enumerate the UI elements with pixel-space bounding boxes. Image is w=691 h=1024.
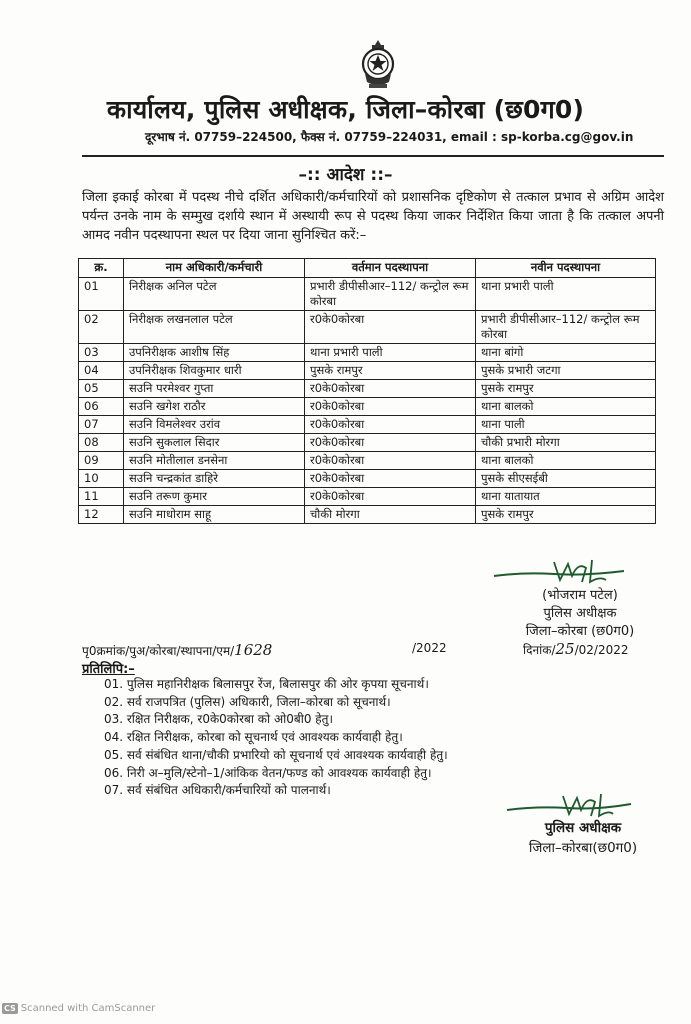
- header-divider: [82, 155, 664, 157]
- table-header-row: [79, 259, 656, 278]
- signatory-designation: पुलिस अधीक्षक: [543, 606, 617, 621]
- police-emblem-icon: [357, 38, 399, 94]
- row-new-posting: थाना बांगो: [476, 344, 656, 362]
- table-row: [79, 506, 656, 524]
- signatory-2-designation: पुलिस अधीक्षक: [544, 820, 622, 836]
- table-row: [79, 470, 656, 488]
- header-new-posting: नवीन पदस्थापना: [476, 259, 656, 278]
- header-sn: क्र.: [79, 259, 124, 278]
- date-label: दिनांक/: [523, 643, 556, 657]
- reference-prefix: पृ0क्रमांक/पुअ/कोरबा/स्थापना/एम/: [82, 644, 235, 658]
- row-new-posting: प्रभारी डीपीसीआर–112/ कन्ट्रोल रूम कोरबा: [476, 311, 656, 344]
- row-current-posting: र0के0कोरबा: [305, 380, 476, 398]
- office-title: कार्यालय, पुलिस अधीक्षक, जिला–कोरबा (छ0ग0): [106, 95, 585, 124]
- signature-block-2: [508, 818, 658, 858]
- row-new-posting: थाना यातायात: [476, 488, 656, 506]
- date-day: 25: [555, 640, 575, 658]
- row-sn: 12: [79, 506, 124, 524]
- row-name: उपनिरीक्षक शिवकुमार धारी: [124, 362, 305, 380]
- reference-year: /2022: [412, 641, 447, 655]
- header-current-posting: वर्तमान पदस्थापना: [305, 259, 476, 278]
- table-row: [79, 278, 656, 311]
- signatory-district: जिला–कोरबा (छ0ग0): [525, 624, 635, 639]
- row-current-posting: र0के0कोरबा: [305, 416, 476, 434]
- table-row: [79, 398, 656, 416]
- row-new-posting: थाना बालको: [476, 452, 656, 470]
- signature-block-1: [490, 587, 670, 641]
- row-sn: 07: [79, 416, 124, 434]
- row-name: सउनि परमेश्वर गुप्ता: [124, 380, 305, 398]
- row-new-posting: पुसके रामपुर: [476, 380, 656, 398]
- copy-item: 03. रक्षित निरीक्षक, र0के0कोरबा को ओ0बी0 हेतु।: [104, 712, 334, 727]
- table-row: [79, 380, 656, 398]
- row-sn: 02: [79, 311, 124, 344]
- row-sn: 08: [79, 434, 124, 452]
- row-new-posting: पुसके सीएसईबी: [476, 470, 656, 488]
- row-name: उपनिरीक्षक आशीष सिंह: [124, 344, 305, 362]
- signature-scribble-2: [505, 788, 635, 822]
- row-current-posting: र0के0कोरबा: [305, 470, 476, 488]
- row-sn: 01: [79, 278, 124, 311]
- table-row: [79, 311, 656, 344]
- posting-table: [78, 258, 656, 524]
- row-new-posting: थाना प्रभारी पाली: [476, 278, 656, 311]
- row-new-posting: पुसके रामपुर: [476, 506, 656, 524]
- signature-scribble-1: [492, 552, 632, 588]
- row-sn: 06: [79, 398, 124, 416]
- row-sn: 05: [79, 380, 124, 398]
- row-current-posting: थाना प्रभारी पाली: [305, 344, 476, 362]
- camscanner-logo-icon: CS: [4, 1004, 16, 1013]
- watermark-text: Scanned with CamScanner: [20, 1003, 156, 1014]
- copy-item: 06. निरी अ–मुलि/स्टेनो–1/आंकिक वेतन/फण्ड को आवश्यक कार्यवाही हेतु।: [104, 765, 432, 780]
- table-row: [79, 434, 656, 452]
- row-current-posting: र0के0कोरबा: [305, 434, 476, 452]
- row-name: सउनि माधोराम साहू: [124, 506, 305, 524]
- row-new-posting: थाना बालको: [476, 398, 656, 416]
- row-new-posting: चौकी प्रभारी मोरगा: [476, 434, 656, 452]
- row-current-posting: पुसके रामपुर: [305, 362, 476, 380]
- row-new-posting: पुसके प्रभारी जटगा: [476, 362, 656, 380]
- copy-heading: प्रतिलिपि:–: [82, 662, 135, 677]
- row-current-posting: र0के0कोरबा: [305, 398, 476, 416]
- row-sn: 09: [79, 452, 124, 470]
- row-sn: 11: [79, 488, 124, 506]
- order-intro: जिला इकाई कोरबा में पदस्थ नीचे दर्शित अधिकारी/कर्मचारियों को प्रशासनिक दृष्टिकोण से तत्काल प्रभाव से अग्रिम आदेश पर्यन्त उनके नाम के सम्मुख दर्शाये स्थान में अस्थायी रूप से पदस्थ किया जाकर निर्देशित किया जाता है कि तत्काल अपनी आमद नवीन पदस्थापना स्थल पर दिया जाना सुनिश्चित करें:–: [82, 190, 664, 243]
- row-sn: 03: [79, 344, 124, 362]
- scanner-watermark: [2, 1003, 155, 1014]
- row-name: सउनि मोतीलाल डनसेना: [124, 452, 305, 470]
- date-rest: /02/2022: [574, 643, 629, 657]
- row-name: सउनि खगेश राठौर: [124, 398, 305, 416]
- row-current-posting: र0के0कोरबा: [305, 311, 476, 344]
- table-body: [79, 278, 656, 524]
- contact-info: दूरभाष नं. 07759–224500, फैक्स नं. 07759–224031, email : sp-korba.cg@gov.in: [145, 130, 634, 144]
- copy-item: 05. सर्व संबंधित थाना/चौकी प्रभारियो को सूचनार्थ एवं आवश्यक कार्यवाही हेतु।: [104, 747, 448, 762]
- row-new-posting: थाना पाली: [476, 416, 656, 434]
- row-name: निरीक्षक अनिल पटेल: [124, 278, 305, 311]
- copy-item: 02. सर्व राजपत्रित (पुलिस) अधिकारी, जिला–कोरबा को सूचनार्थ।: [104, 694, 391, 709]
- row-current-posting: प्रभारी डीपीसीआर–112/ कन्ट्रोल रूम कोरबा: [305, 278, 476, 311]
- table-row: [79, 362, 656, 380]
- table-row: [79, 344, 656, 362]
- row-sn: 04: [79, 362, 124, 380]
- reference-number-line: [82, 641, 272, 659]
- order-heading: –:: आदेश ::–: [298, 165, 393, 185]
- row-name: सउनि सुकलाल सिदार: [124, 434, 305, 452]
- header-name: नाम अधिकारी/कर्मचारी: [124, 259, 305, 278]
- row-name: सउनि विमलेश्वर उरांव: [124, 416, 305, 434]
- signatory-2-district: जिला–कोरबा(छ0ग0): [528, 840, 638, 856]
- copy-item: 01. पुलिस महानिरीक्षक बिलासपुर रेंज, बिलासपुर की ओर कृपया सूचनार्थ।: [104, 677, 429, 691]
- copy-item: 07. सर्व संबंधित अधिकारी/कर्मचारियों को पालनार्थ।: [104, 783, 331, 798]
- row-name: सउनि तरूण कुमार: [124, 488, 305, 506]
- table-row: [79, 488, 656, 506]
- row-name: निरीक्षक लखनलाल पटेल: [124, 311, 305, 344]
- table-row: [79, 416, 656, 434]
- copy-item: 04. रक्षित निरीक्षक, कोरबा को सूचनार्थ एवं आवश्यक कार्यवाही हेतु।: [104, 730, 403, 745]
- signatory-name: (भोजराम पटेल): [542, 588, 618, 603]
- row-current-posting: र0के0कोरबा: [305, 488, 476, 506]
- row-sn: 10: [79, 470, 124, 488]
- row-current-posting: चौकी मोरगा: [305, 506, 476, 524]
- reference-number: 1628: [234, 641, 273, 659]
- table-row: [79, 452, 656, 470]
- reference-date: [523, 640, 629, 658]
- row-name: सउनि चन्द्रकांत डाहिरे: [124, 470, 305, 488]
- copy-list: [104, 676, 448, 800]
- row-current-posting: र0के0कोरबा: [305, 452, 476, 470]
